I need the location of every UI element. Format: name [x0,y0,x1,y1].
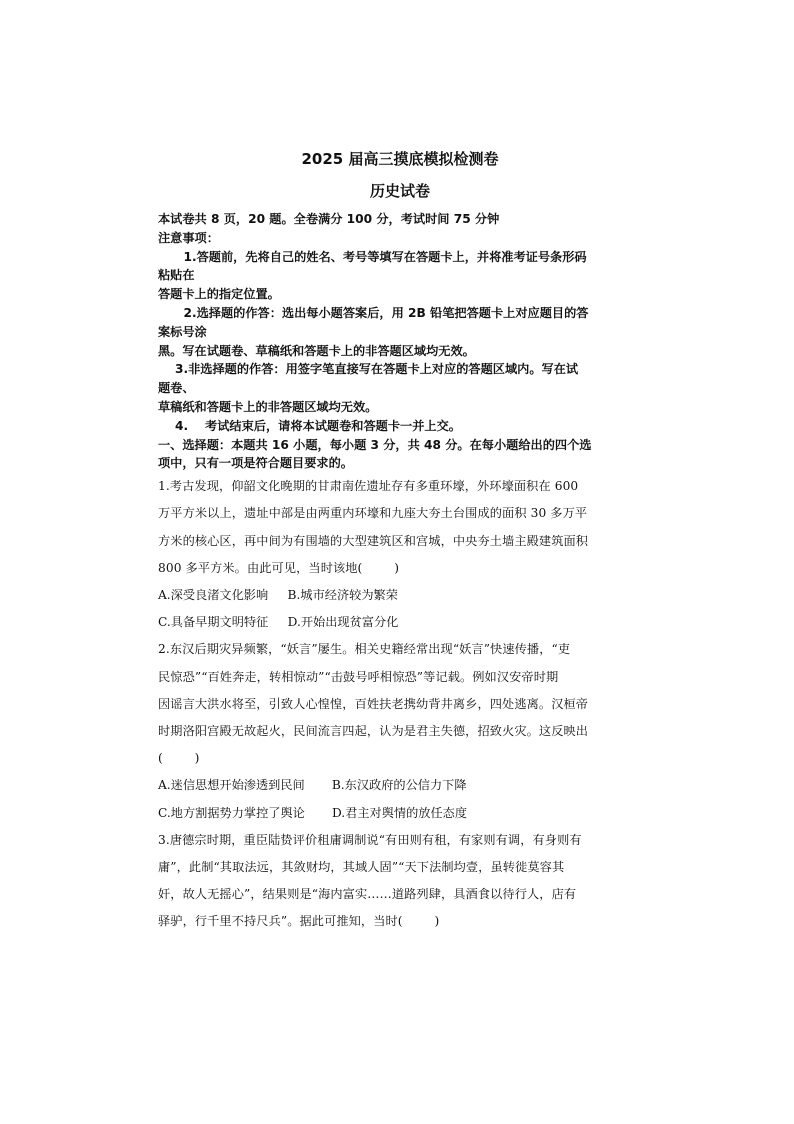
answer-options-row: A.迷信思想开始渗透到民间 B.东汉政府的公信力下降 [158,778,467,793]
section-heading-line: 项中，只有一项是符合题目要求的。 [158,456,353,471]
instruction-line: 草稿纸和答题卡上的非答题区域均无效。 [158,399,378,414]
instruction-line: 粘贴在 [158,268,195,283]
answer-options-row: A.深受良渚文化影响 B.城市经济较为繁荣 [158,587,398,602]
question-stem-line: 3.唐德宗时期，重臣陆贽评价租庸调制说“有田则有租，有家则有调，有身则有 [158,832,582,847]
question-stem-line: 时期洛阳宫殿无故起火，民间流言四起，认为是君主失德，招致火灾。这反映出 [158,723,589,738]
question-stem-line: 800 多平方米。由此可见，当时该地( ) [158,560,400,575]
instruction-line: 1.答题前，先将自己的姓名、考号等填写在答题卡上，并将准考证号条形码 [158,249,587,264]
question-1 [158,473,642,636]
question-stem-line: 万平方米以上，遗址中部是由两重内环壕和九座大夯土台围成的面积 30 多万平 [158,506,588,521]
instruction-line: 黑。写在试题卷、草稿纸和答题卡上的非答题区域均无效。 [158,343,475,358]
instruction-line: 3.非选择题的作答：用签字笔直接写在答题卡上对应的答题区域内。写在试 [158,362,579,377]
question-stem-line: 驿驴，行千里不持尺兵”。据此可推知，当时( ) [158,914,440,929]
instruction-line: 答题卡上的指定位置。 [158,287,280,302]
instruction-line: 题卷、 [158,381,195,396]
exam-subtitle: 历史试卷 [369,182,430,200]
answer-options-row: C.地方割据势力掌控了舆论 D.君主对舆情的放任态度 [158,805,468,820]
instruction-line: 4. 考试结束后，请将本试题卷和答题卡一并上交。 [158,418,461,433]
question-stem-line: 奸，故人无摇心”，结果则是“海内富实……道路列肆，具酒食以待行人，店有 [158,887,577,902]
exam-page [158,150,642,936]
answer-options-row: C.具备早期文明特征 D.开始出现贫富分化 [158,615,399,630]
instruction-line: 2.选择题的作答：选出每小题答案后，用 2B 铅笔把答题卡上对应题目的答 [158,305,589,320]
question-stem-line: 1.考古发现，仰韶文化晚期的甘肃南佐遗址存有多重环壕，外环壕面积在 600 [158,479,579,494]
instruction-line: 本试卷共 8 页，20 题。全卷满分 100 分，考试时间 75 分钟 [158,212,500,226]
question-3 [158,827,642,936]
instruction-line: 注意事项： [158,230,219,245]
question-stem-line: ( ) [158,751,200,766]
question-stem-line: 民惊恐”“百姓奔走，转相惊动”“击鼓号呼相惊恐”等记载。例如汉安帝时期 [158,669,559,684]
question-2 [158,636,642,826]
exam-title: 2025 届高三摸底模拟检测卷 [301,150,499,168]
section-heading-line: 一、选择题：本题共 16 小题，每小题 3 分，共 48 分。在每小题给出的四个选 [158,437,592,452]
exam-instructions [158,210,642,473]
question-stem-line: 因谣言大洪水将至，引致人心惶惶，百姓扶老携幼背井离乡，四处逃离。汉桓帝 [158,696,589,711]
question-stem-line: 庸”，此制“其取法远，其敛财均，其域人固”“天下法制均壹，虽转徙莫容其 [158,860,565,874]
question-stem-line: 方米的核心区，再中间为有围墙的大型建筑区和宫城，中央夯土墙主殿建筑面积 [158,533,589,548]
instruction-line: 案标号涂 [158,324,207,339]
question-stem-line: 2.东汉后期灾异频繁，“妖言”屡生。相关史籍经常出现“妖言”快速传播，“吏 [158,642,571,657]
